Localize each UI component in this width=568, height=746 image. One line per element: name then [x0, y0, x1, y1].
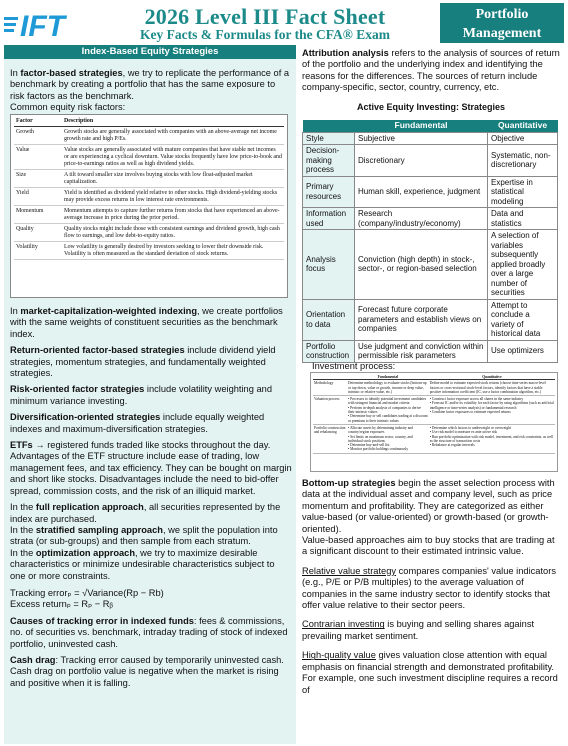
active-equity-table [302, 120, 558, 363]
table-row: Growth Growth stocks are generally associated with companies with an above-average net income growth rate and high P/Es. [14, 127, 284, 145]
svg-text:IFT: IFT [20, 10, 65, 40]
table-row: Yield Yield is identified as dividend yield relative to other stocks. High dividend-yielding stocks may provide excess returns in low interest rate environments. [14, 188, 284, 206]
topic-tag-line1: Portfolio [475, 7, 529, 22]
page-subtitle: Key Facts & Formulas for the CFA® Exam [140, 27, 390, 42]
table-row: Methodology Determine methodology to evaluate stocks (bottom-up or top-down, value or growth, income or deep value, intrinsic or relative value, etc.) Define model to estimate expected stock returns (choose time-series macro-level factors or cross-sectional stock-level factors, identify factors that have a stable positive information coefficient (IC, use a factor combination algorithm, etc.) [313, 380, 555, 396]
stratified-sampling-para: In the stratified sampling approach, we split the population into strata (or sub-groups) and then sample from each stratum. [10, 524, 278, 547]
table-row: Portfolio construction Use judgment and conviction within permissible risk parameters Use optimizers [303, 340, 558, 362]
value-based-para: Value-based approaches aim to buy stocks that are trading at a significant discount to their estimated intrinsic value. [302, 535, 555, 557]
table-row: Information used Research (company/industry/economy) Data and statistics [303, 208, 558, 230]
tracking-error-formula: Tracking errorₚ = √Variance(Rp − Rb) [10, 587, 164, 598]
active-equity-heading: Active Equity Investing: Strategies [356, 102, 506, 112]
table-row: Momentum Momentum attempts to capture further returns from stocks that have experienced an above-average increase in price during the prior period. [14, 206, 284, 224]
table-row: Portfolio construction and rebalancing • Allocate assets by determining industry and country/region exposures • Set limits on maximum sector, country, and individual stock positions • Determine buy-and-sell list • Monitor portfolio holdings continuously • Determine which factors to underweight or overweight • Use risk model to measure ex ante active risk • Run portfolio optimization with risk model, investment, and risk constraints, as well as the structure of transaction costs • Rebalance at regular intervals [314, 425, 554, 452]
table-row: Valuation process • Processes to identify potential investment candidates with stringent financial and market criteria • Perform in-depth analysis of companies to derive their intrinsic values • Determine buy or sell candidates trading at a discount or premium to their intrinsic values • Construct factor exposure across all shares in the same industry • Forecast IC and/or its volatility for each factor by using algorithms (such as artificial intelligence or time-series analysis) or fundamental research • Combine factor exposures to estimate expected returns [314, 397, 554, 423]
table-row: Volatility Low volatility is generally desired by investors seeking to lower their downside risk. Volatility is often measured as the standard deviation of stock returns. [14, 242, 284, 260]
table-row: Quality Quality stocks might include those with consistent earnings and dividend growth, high cash flow to earnings, and low debt-to-equity ratios. [14, 224, 284, 242]
topic-tag-line2: Management [462, 26, 542, 41]
mcw-para: In market-capitalization-weighted indexing, we create portfolios with the same weights of constituent securities as the benchmark index. [10, 306, 283, 339]
table-row: Analysis focus Conviction (high depth) in stock-, sector-, or region-based selection A selection of variables subsequently applied broadly over a large number of securities [303, 230, 558, 300]
relative-value-para: Relative value strategy compares companies' value indicators (e.g., P/E or P/B multiples) to the average valuation of companies in the same industry sector to identify stocks that offer value relative to their sector peers. [302, 565, 556, 611]
factor-list-label: Common equity risk factors: [10, 102, 126, 113]
table-row: Primary resources Human skill, experience, judgment Expertise in statistical modeling [303, 176, 558, 208]
excess-return-formula: Excess returnₚ = Rₚ − Rᵦ [10, 599, 113, 610]
factor-table [10, 114, 288, 298]
table-row: Size A tilt toward smaller size involves buying stocks with low float-adjusted market capitalization. [14, 170, 284, 188]
table-row: Value Value stocks are generally associated with mature companies that have stable net incomes or are experiencing a cyclical downturn. Value stocks frequently have low price-to-book and price-to-earnings ratios as well as high dividend yields. [14, 145, 284, 170]
fundamental-col-header: Fundamental [355, 120, 488, 132]
risk-oriented-para: Risk-oriented factor strategies include volatility weighting and minimum variance investing. [10, 384, 272, 406]
right-body [302, 478, 560, 701]
factor-col-header: Factor [14, 117, 62, 127]
investment-process-table: Fundamental Quantitative Methodology Determine methodology to evaluate stocks (bottom-up or top-down, value or growth, income or deep value, intrinsic or relative value, etc.) Define model to estimate expected stock returns (choose time-series macro-level factors or cross-sectional stock-level factors, identify factors that have a stable positive information coefficient (IC, use a factor combination algorithm, etc.) Valuation process • Processes to identify potential investment candidates with stringent financial and market criteria • Perform in-depth analysis of companies to derive their intrinsic values • Determine buy or sell candidates trading at a discount or premium to their intrinsic values • Construct factor exposure across all shares in the same industry • Forecast IC and/or its volatility for each factor by using algorithms (such as artificial intelligence or time-series analysis) or fundamental research • Combine factor exposures to estimate expected returns Portfolio construction and rebalancing • Allocate assets by determining industry and country/region exposures • Set limits on maximum sector, country, and individual stock positions • Determine buy-and-sell list • Monitor portfolio holdings continuously • Determine which factors to underweight or overweight • Use risk model to measure ex ante active risk • Run portfolio optimization with risk model, investment, and risk constraints, as well as the structure of transaction costs • Rebalance at regular intervals [310, 372, 558, 472]
attribution-para: Attribution analysis refers to the analysis of sources of return of the portfolio and the underlying index and identifying the reasons for the differences. The sources of return include company-specific, sector, country, currency, etc. [302, 48, 560, 93]
optimization-para: In the optimization approach, we try to maximize desirable characteristics or minimize undesirable characteristics subject to one or more constraints. [10, 547, 275, 581]
description-col-header: Description [62, 117, 284, 127]
high-quality-para: High-quality value gives valuation close attention with equal emphasis on financial strength and demonstrated profitability. For example, one such investment discipline requires a record of [302, 650, 558, 695]
etf-para: ETFs → registered funds traded like stocks throughout the day. Advantages of the ETF structure include ease of trading, low management fees, and tax efficiency. They can be bought on margin and short like stocks. Disadvantages include the need to bid-offer spread, commission costs, and the risk of an illiquid market. [10, 440, 292, 496]
table-row: Decision-making process Discretionary Systematic, non-discretionary [303, 145, 558, 177]
full-replication-para: In the full replication approach, all securities represented by the index are purchased. [10, 502, 281, 524]
header [0, 0, 568, 46]
cash-drag-para: Cash drag: Tracking error caused by temporarily uninvested cash. Cash drag on portfolio value is negative when the market is rising and positive when it is falling. [10, 654, 284, 688]
ift-logo [4, 8, 78, 40]
table-row: Orientation to data Forecast future corporate parameters and establish views on companies Attempt to conclude a variety of historical data [303, 299, 558, 340]
bottom-up-para: Bottom-up strategies begin the asset selection process with data at the individual asset and company level, such as price momentum and profitability. They are categorized as either value-based (or value-oriented) or growth-based (or growth-oriented). [302, 478, 555, 534]
investment-process-title: Investment process: [312, 361, 396, 371]
left-body [10, 306, 292, 694]
diversification-para: Diversification-oriented strategies include equally weighted indexes and maximum-diversification strategies. [10, 412, 265, 434]
return-oriented-para: Return-oriented factor-based strategies include dividend yield strategies, momentum strategies, and fundamentally weighted strategies. [10, 345, 276, 379]
factor-intro: In factor-based strategies, we try to replicate the performance of a benchmark by creating a portfolio that has the same exposure to risk factors as the benchmark. Common equity risk factors: [10, 68, 292, 114]
page-title: 2026 Level III Fact Sheet [144, 4, 386, 29]
table-row: Style Subjective Objective [303, 132, 558, 145]
section-heading: Index-Based Equity Strategies [4, 45, 296, 59]
contrarian-para: Contrarian investing is buying and selling shares against prevailing market sentiment. [302, 619, 535, 641]
tracking-error-causes-para: Causes of tracking error in indexed funds: fees & commissions, no. of securities vs. benchmark, intraday trading of stock of indexed portfolio, uninvested cash. [10, 615, 288, 649]
quantitative-col-header: Quantitative [488, 120, 558, 132]
topic-tag [440, 3, 564, 43]
